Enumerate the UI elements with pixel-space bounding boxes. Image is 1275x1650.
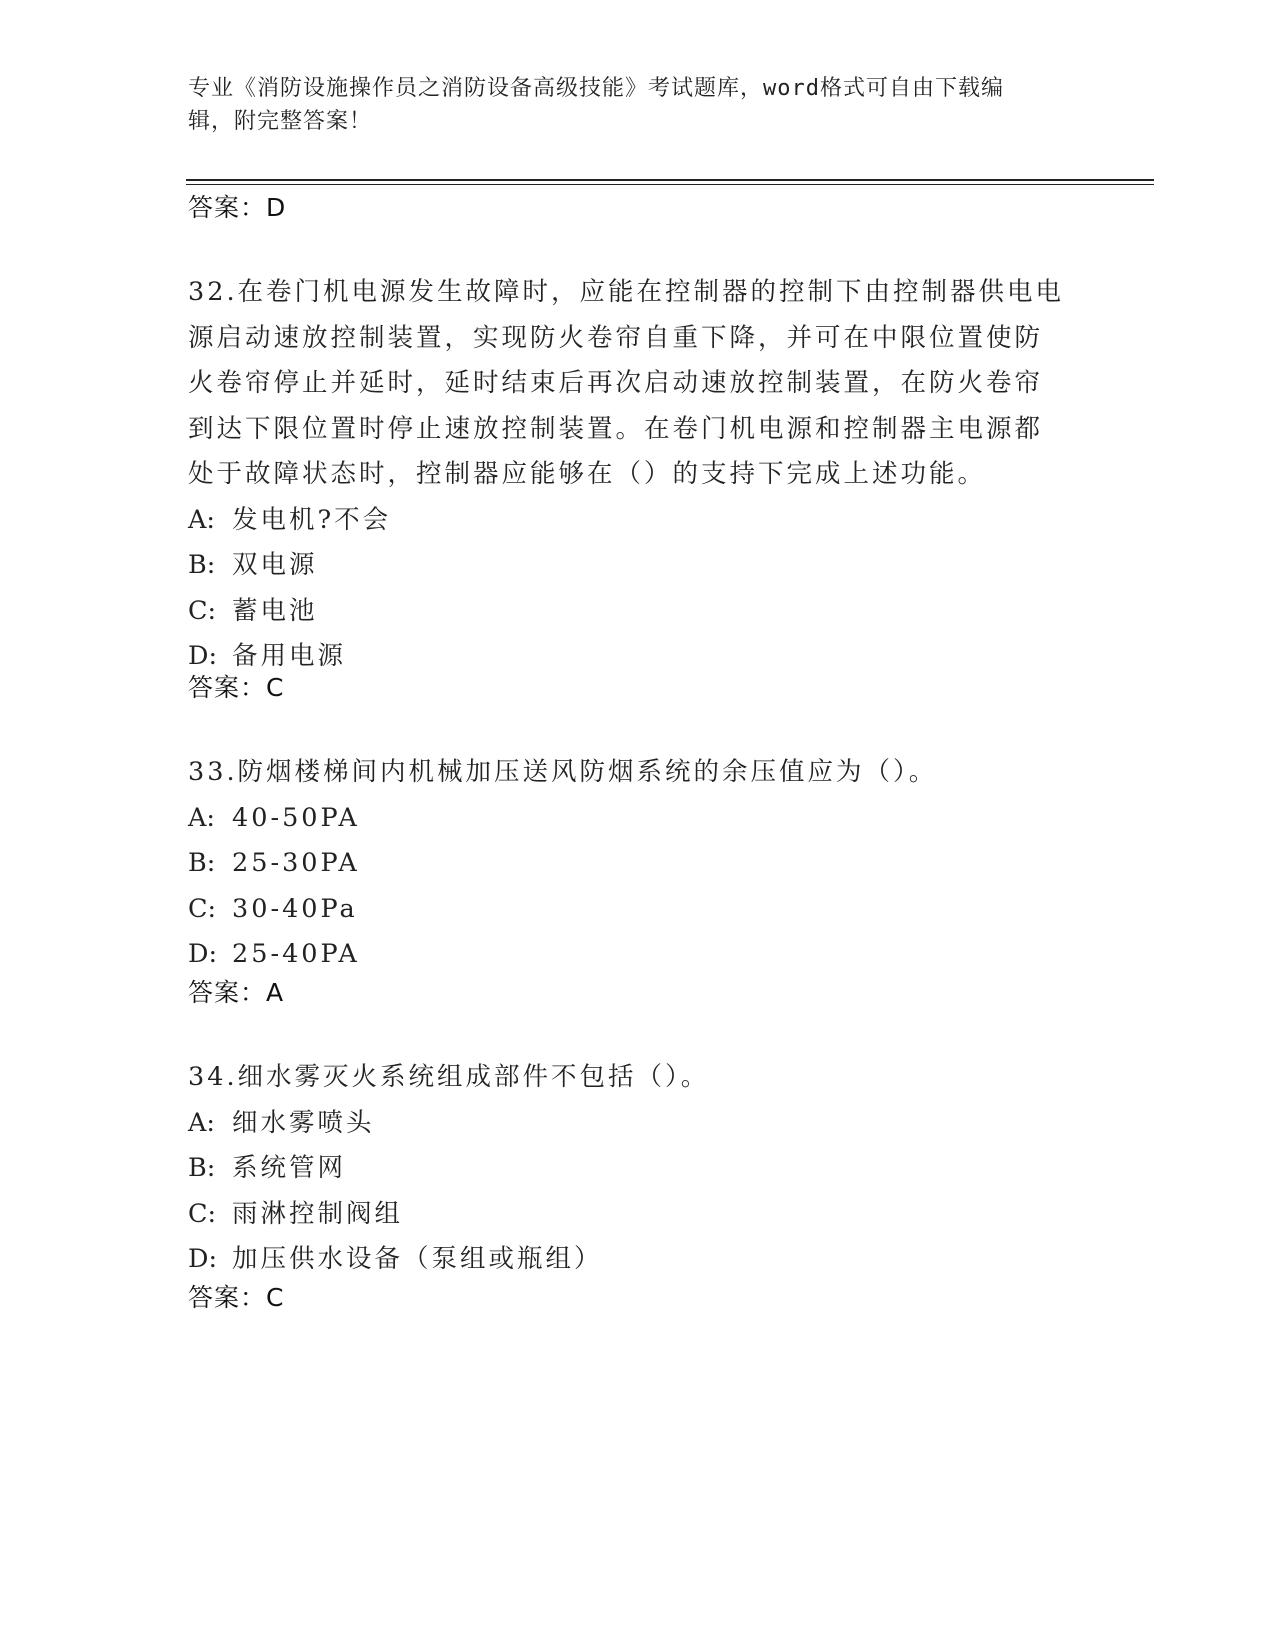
header-divider-thin — [186, 184, 1154, 185]
option-letter: B: — [188, 550, 216, 580]
question-line: 34.细水雾灭火系统组成部件不包括（）。 — [188, 1062, 710, 1092]
question-line: 33.防烟楼梯间内机械加压送风防烟系统的余压值应为（）。 — [188, 757, 938, 787]
option-c — [188, 589, 1088, 635]
option-d — [188, 1237, 1088, 1283]
option-text: 雨淋控制阀组 — [232, 1198, 404, 1229]
option-text: 细水雾喷头 — [232, 1107, 375, 1138]
question-line: 32.在卷门机电源发生故障时，应能在控制器的控制下由控制器供电电 — [188, 277, 1065, 307]
option-text: 30-40Pa — [232, 893, 358, 924]
previous-question-answer: 答案：D — [188, 193, 287, 222]
question-line: 火卷帘停止并延时，延时结束后再次启动速放控制装置，在防火卷帘 — [188, 368, 1044, 398]
option-a — [188, 1101, 1088, 1147]
option-text: 系统管网 — [232, 1153, 347, 1183]
option-b — [188, 841, 1088, 887]
option-a — [188, 796, 1088, 842]
option-letter: D: — [188, 641, 218, 671]
option-letter: A: — [188, 504, 216, 535]
question-34-answer: 答案：C — [188, 1283, 285, 1312]
question-text — [188, 270, 1088, 498]
option-letter: D: — [188, 939, 218, 969]
option-d — [188, 932, 1088, 978]
document-header — [188, 72, 1088, 138]
option-a — [188, 498, 1088, 544]
question-line: 源启动速放控制装置，实现防火卷帘自重下降，并可在中限位置使防 — [188, 322, 1044, 353]
question-32-answer: 答案：C — [188, 673, 285, 702]
option-text: 双电源 — [232, 550, 318, 580]
question-34 — [188, 1055, 1088, 1283]
question-text — [188, 750, 1088, 796]
option-b — [188, 1146, 1088, 1192]
option-letter: C: — [188, 595, 217, 626]
header-line-2: 辑，附完整答案！ — [188, 109, 373, 134]
header-divider-thick — [186, 179, 1154, 181]
option-b — [188, 543, 1088, 589]
option-text: 25-30PA — [232, 848, 360, 878]
question-33 — [188, 750, 1088, 978]
option-text: 25-40PA — [232, 939, 360, 969]
question-33-answer: 答案：A — [188, 978, 285, 1007]
option-text: 发电机?不会 — [232, 504, 392, 535]
option-letter: C: — [188, 893, 217, 924]
option-text: 40-50PA — [232, 802, 360, 833]
option-text: 蓄电池 — [232, 595, 318, 626]
option-letter: A: — [188, 1107, 216, 1138]
header-line-1: 专业《消防设施操作员之消防设备高级技能》考试题库，word格式可自由下载编 — [188, 76, 1004, 101]
option-letter: D: — [188, 1244, 218, 1274]
option-letter: C: — [188, 1198, 217, 1229]
option-letter: A: — [188, 802, 216, 833]
option-letter: B: — [188, 848, 216, 878]
question-text — [188, 1055, 1088, 1101]
option-text: 加压供水设备（泵组或瓶组） — [232, 1244, 603, 1274]
option-letter: B: — [188, 1153, 216, 1183]
option-text: 备用电源 — [232, 641, 347, 671]
option-c — [188, 887, 1088, 933]
option-c — [188, 1192, 1088, 1238]
question-line: 到达下限位置时停止速放控制装置。在卷门机电源和控制器主电源都 — [188, 413, 1044, 444]
question-line: 处于故障状态时，控制器应能够在（）的支持下完成上述功能。 — [188, 459, 987, 489]
option-d — [188, 634, 1088, 680]
question-32 — [188, 270, 1088, 680]
